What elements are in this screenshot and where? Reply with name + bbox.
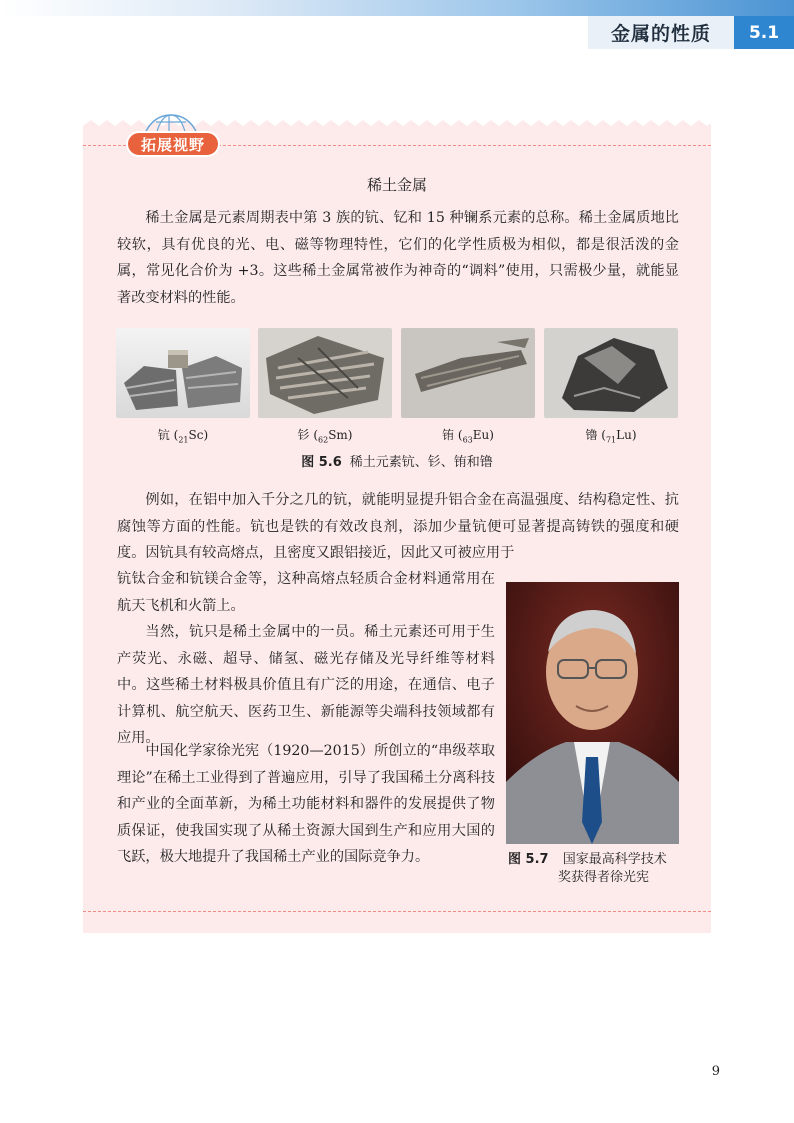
paragraph-scandium-uses-continued: 钪钛合金和钪镁合金等，这种高熔点轻质合金材料通常用在航天飞机和火箭上。	[117, 571, 495, 614]
paragraph-rare-earth-applications: 当然，钪只是稀土金属中的一员。稀土元素还可用于生产荧光、永磁、超导、储氢、磁光存储及光导纤维等材料中。这些稀土材料极具价值且有广泛的用途，在通信、电子计算机、航空航天、医药卫生、新能源等尖端科技领域都有应用。	[117, 624, 495, 746]
scandium-caption: 钪 $(_{21}Sc)$	[157, 428, 209, 445]
portrait-xu-guangxian	[506, 582, 679, 844]
figure-5-6-text: 稀土元素钪、钐、铕和镥	[349, 455, 493, 470]
europium-photo	[401, 328, 535, 418]
lutetium-caption: 镥 $(_{71}Lu)$	[585, 428, 637, 445]
europium-caption: 铕 $(_{63}Eu)$	[442, 428, 494, 445]
box-title: 稀土金属	[366, 176, 427, 194]
page-number: 9	[711, 1064, 720, 1079]
paragraph-xu-guangxian: 中国化学家徐光宪（1920—2015）所创立的“串级萃取理论”在稀土工业得到了普遍应用，引导了我国稀土分离科技和产业的全面革新，为稀土功能材料和器件的发展提供了物质保证，使我国实现了从稀土资源大国到生产和应用大国的飞跃，极大地提升了我国稀土产业的国际竞争力。	[117, 743, 495, 865]
figure-5-7-caption-line1: 国家最高科学技术	[562, 852, 667, 867]
paragraph-scandium-uses: 例如，在铝中加入千分之几的钪，就能明显提升铝合金在高温强度、结构稳定性、抗腐蚀等方面的性能。钪也是铁的有效改良剂，添加少量钪便可显著提高铸铁的强度和硬度。因钪具有较高熔点，且密度又跟铝接近，因此又可被应用于	[117, 492, 679, 561]
figure-5-6-caption	[83, 451, 711, 470]
section-number: 5.1	[734, 16, 794, 49]
lutetium-photo	[544, 328, 678, 418]
samarium-photo	[258, 328, 392, 418]
scandium-photo	[116, 328, 250, 418]
header-gradient-band	[0, 0, 794, 16]
figure-5-7-caption-line2: 奖获得者徐光宪	[558, 870, 650, 885]
figure-5-7-caption	[508, 851, 698, 887]
samarium-caption: 钐 $(_{62}Sm)$	[297, 428, 353, 445]
chapter-title: 金属的性质	[588, 16, 734, 49]
extension-badge: 拓展视野	[126, 131, 220, 157]
box-bottom-dashed-line	[83, 911, 711, 912]
intro-paragraph: 稀土金属是元素周期表中第 3 族的钪、钇和 15 种镧系元素的总称。稀土金属质地比较软，具有优良的光、电、磁等物理特性，它们的化学性质极为相似，都是很活泼的金属，常见化合价为 +3。这些稀土金属常被作为神奇的“调料”使用，只需极少量，就能显著改变材料的性能。	[117, 210, 679, 306]
figure-5-7-number: 图 5.7	[508, 852, 549, 867]
figure-5-6-number: 图 5.6	[301, 455, 342, 470]
